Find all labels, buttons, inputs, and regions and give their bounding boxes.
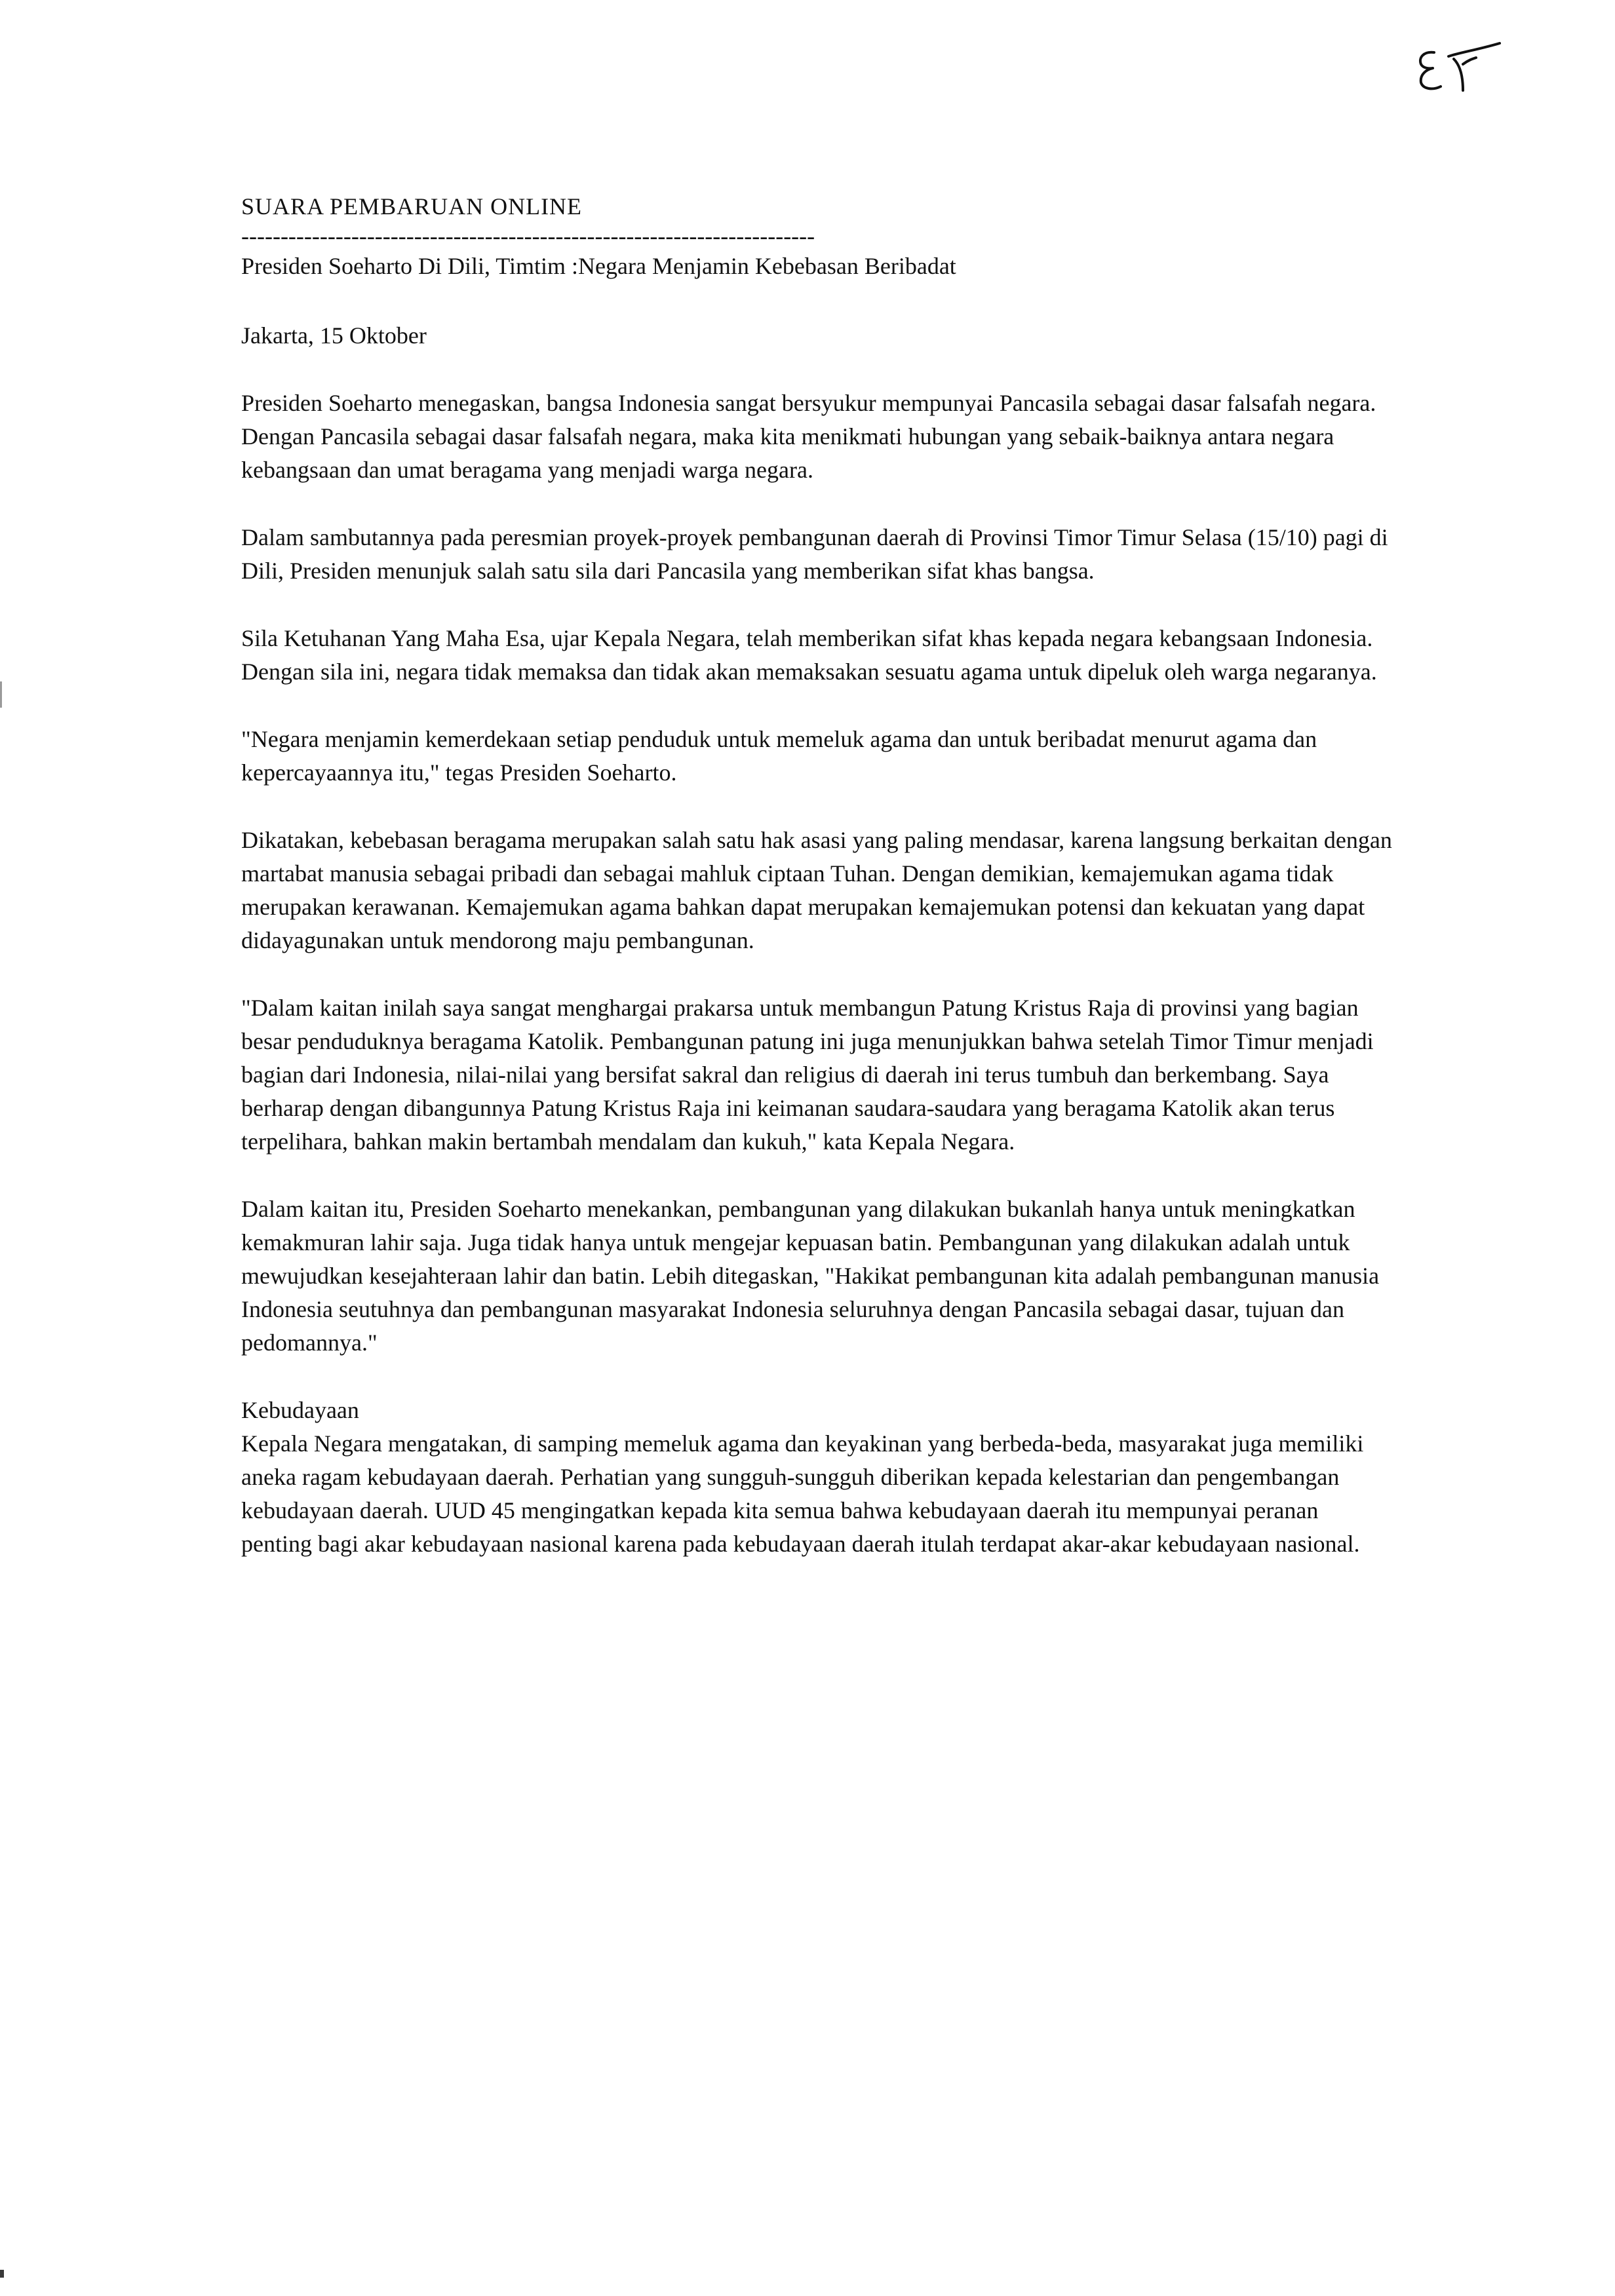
publication-name: SUARA PEMBARUAN ONLINE: [241, 193, 583, 220]
handwritten-initials-mark: [1409, 38, 1508, 97]
paragraph: Dikatakan, kebebasan beragama merupakan salah satu hak asasi yang paling mendasar, karena langsung berkaitan dengan martabat manusia sebagai pribadi dan sebagai mahluk ciptaan Tuhan. Dengan demikian, kemajemukan agama tidak merupakan kerawanan. Kemajemukan agama bahkan dapat merupakan kemajemukan potensi dan kekuatan yang dapat didayagunakan untuk mendorong maju pembangunan.: [241, 827, 1392, 953]
paragraph: Dalam kaitan itu, Presiden Soeharto menekankan, pembangunan yang dilakukan bukanlah hanya untuk meningkatkan kemakmuran lahir saja. Juga tidak hanya untuk mengejar kepuasan batin. Pembangunan yang dilakukan adalah untuk mewujudkan kesejahteraan lahir dan batin. Lebih ditegaskan, "Hakikat pembangunan kita adalah pembangunan manusia Indonesia seutuhnya dan pembangunan masyarakat Indonesia seluruhnya dengan Pancasila sebagai dasar, tujuan dan pedomannya.": [241, 1196, 1380, 1356]
scan-edge-mark: [0, 681, 2, 708]
separator-line: -------------------------------------------------------------------------: [241, 223, 815, 249]
paragraph: Sila Ketuhanan Yang Maha Esa, ujar Kepala Negara, telah memberikan sifat khas kepada negara kebangsaan Indonesia. Dengan sila ini, negara tidak memaksa dan tidak akan memaksakan sesuatu agama untuk dipeluk oleh warga negaranya.: [241, 625, 1377, 685]
article: [241, 190, 1395, 1561]
dateline: Jakarta, 15 Oktober: [241, 322, 427, 349]
paragraph: "Dalam kaitan inilah saya sangat menghargai prakarsa untuk membangun Patung Kristus Raja di provinsi yang bagian besar penduduknya beragama Katolik. Pembangunan patung ini juga menunjukkan bahwa setelah Timor Timur menjadi bagian dari Indonesia, nilai-nilai yang bersifat sakral dan religius di daerah ini terus tumbuh dan berkembang. Saya berharap dengan dibangunnya Patung Kristus Raja ini keimanan saudara-saudara yang beragama Katolik akan terus terpelihara, bahkan makin bertambah mendalam dan kukuh," kata Kepala Negara.: [241, 995, 1374, 1155]
paragraph: Presiden Soeharto menegaskan, bangsa Indonesia sangat bersyukur mempunyai Pancasila sebagai dasar falsafah negara. Dengan Pancasila sebagai dasar falsafah negara, maka kita menikmati hubungan yang sebaik-baiknya antara negara kebangsaan dan umat beragama yang menjadi warga negara.: [241, 390, 1376, 483]
section-subheading: Kebudayaan: [241, 1397, 359, 1423]
paragraph: Dalam sambutannya pada peresmian proyek-proyek pembangunan daerah di Provinsi Timor Timur Selasa (15/10) pagi di Dili, Presiden menunjuk salah satu sila dari Pancasila yang memberikan sifat khas bangsa.: [241, 524, 1388, 584]
headline: Presiden Soeharto Di Dili, Timtim :Negara Menjamin Kebebasan Beribadat: [241, 253, 956, 279]
paragraph: "Negara menjamin kemerdekaan setiap penduduk untuk memeluk agama dan untuk beribadat menurut agama dan kepercayaannya itu," tegas Presiden Soeharto.: [241, 726, 1317, 786]
scan-corner-mark: [0, 2270, 4, 2278]
paragraph: Kepala Negara mengatakan, di samping memeluk agama dan keyakinan yang berbeda-beda, masyarakat juga memiliki aneka ragam kebudayaan daerah. Perhatian yang sungguh-sungguh diberikan kepada kelestarian dan pengembangan kebudayaan daerah. UUD 45 mengingatkan kepada kita semua bahwa kebudayaan daerah itu mempunyai peranan penting bagi akar kebudayaan nasional karena pada kebudayaan daerah itulah terdapat akar-akar kebudayaan nasional.: [241, 1430, 1364, 1557]
